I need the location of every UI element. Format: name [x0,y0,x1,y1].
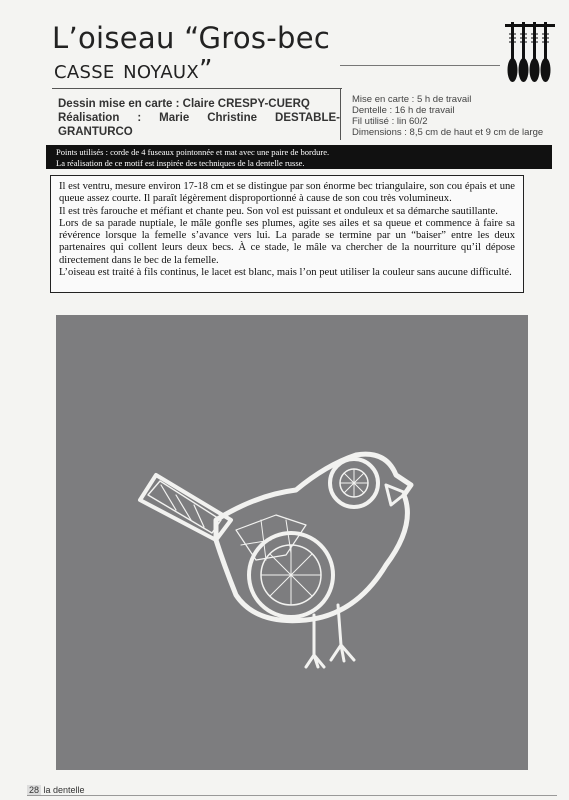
footer-divider [27,795,557,796]
spec-dentelle: Dentelle : 16 h de travail [352,105,455,116]
points-line-1: Points utilisés : corde de 4 fuseaux pointonnée et mat avec une paire de bordure. [56,147,330,157]
lace-bird-illustration [56,315,528,770]
realisation-credit: Réalisation : Marie Christine DESTABLE-GRANTURCO [58,112,340,138]
title-line-1: L’oiseau “Gros-bec [52,21,331,55]
points-line-2: La réalisation de ce motif est inspirée des techniques de la dentelle russe. [56,158,305,168]
title-line-2: casse noyaux” [54,55,213,85]
spec-mise-en-carte: Mise en carte : 5 h de travail [352,94,472,105]
description-box [50,175,524,293]
description-p2: Il est très farouche et méfiant et chante peu. Son vol est puissant et onduleux et sa démarche sautillante. [59,205,498,217]
footer [27,785,85,795]
specs-divider [340,88,341,140]
page-number: 28 [29,785,40,795]
lace-bird-photo [56,315,528,770]
specs [352,94,562,138]
page-title [52,22,352,86]
lace-bobbins-icon [505,22,555,86]
description-p1: Il est ventru, mesure environ 17-18 cm et se distingue par son énorme bec triangulaire, son cou épais et une queue assez courte. Il paraît légèrement disproportionné à cause de son cou très volumineux. [59,181,515,205]
header-divider [340,65,500,66]
points-bar [46,145,552,169]
magazine-name: la dentelle [43,785,85,795]
title-divider [52,88,342,89]
description-p3: Lors de sa parade nuptiale, le mâle gonfle ses plumes, agite ses ailes et sa queue et commence à faire sa révérence lorsque la femelle s’avance vers lui. La parade se termine par un “baiser” entre les deux partenaires qui collent leurs deux becs. À ce stade, le mâle va chercher de la nourriture qu’il dépose directement dans le bec de la femelle. [59,217,515,266]
description-p4: L’oiseau est traité à fils continus, le lacet est blanc, mais l’on peut utiliser la couleur sans aucune difficulté. [59,267,512,279]
spec-fil: Fil utilisé : lin 60/2 [352,116,428,127]
bird-beak [386,485,406,505]
spec-dimensions: Dimensions : 8,5 cm de haut et 9 cm de large [352,127,544,138]
design-credit: Dessin mise en carte : Claire CRESPY-CUERQ [58,98,310,110]
credits [58,97,340,139]
